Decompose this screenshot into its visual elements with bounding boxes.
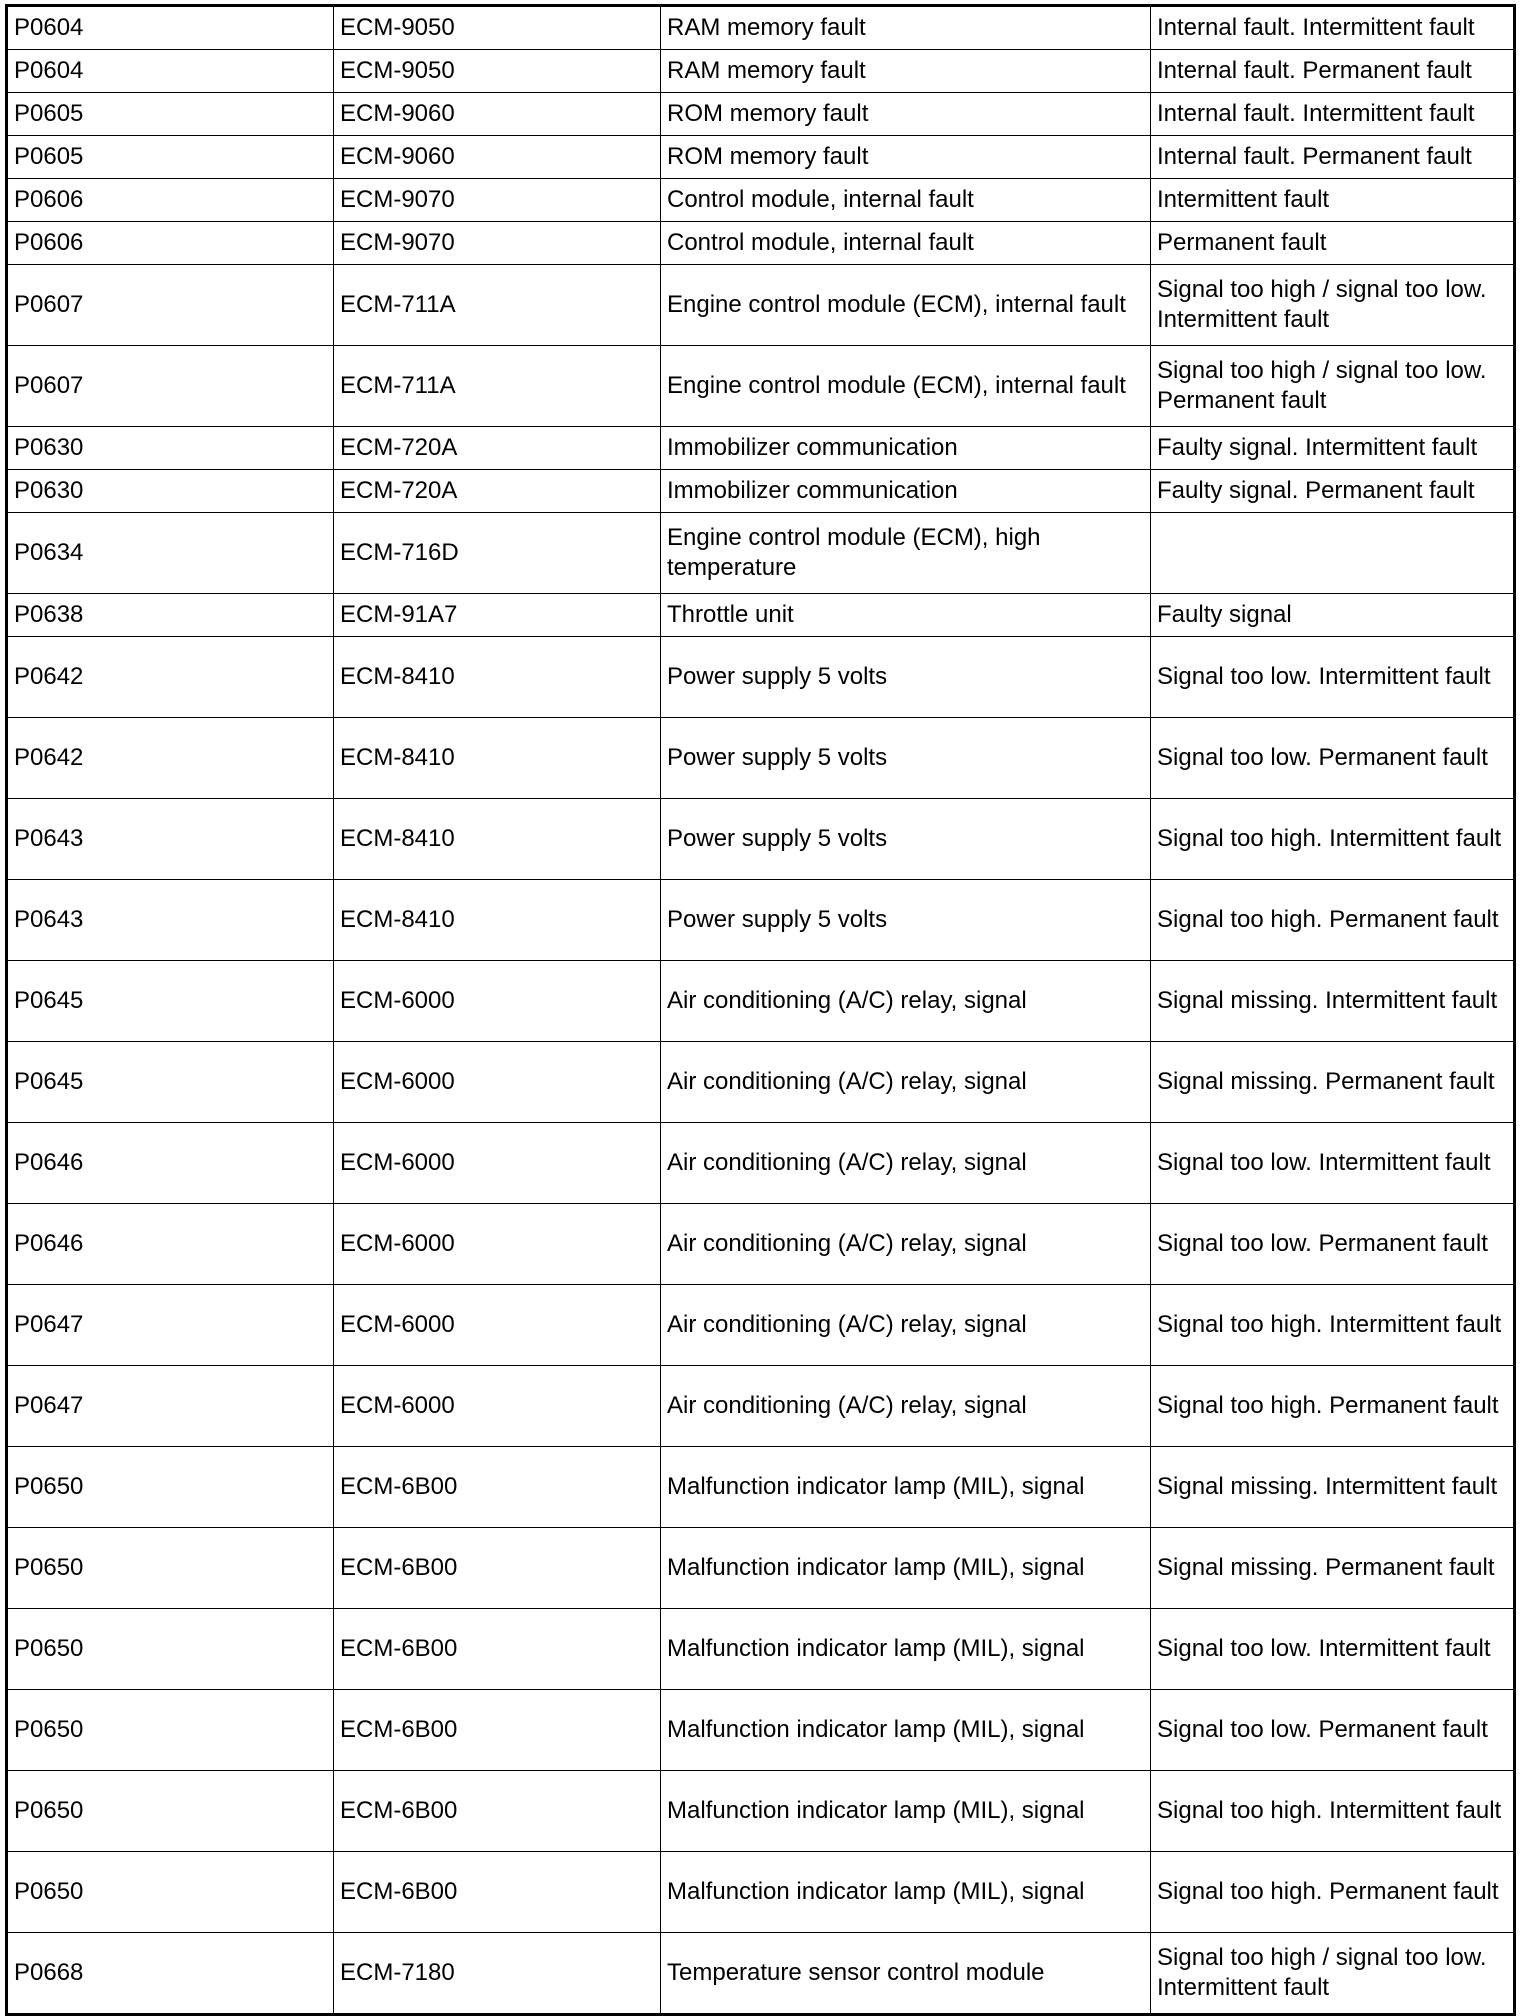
dtc-table (5, 4, 1516, 2016)
fault-condition-cell: Faulty signal. Intermittent fault (1151, 427, 1515, 470)
fault-condition-cell: Signal too high. Permanent fault (1151, 1852, 1515, 1933)
fault-condition-cell: Signal missing. Permanent fault (1151, 1042, 1515, 1123)
fault-condition-cell (1151, 513, 1515, 594)
component-cell: Throttle unit (661, 594, 1151, 637)
fault-condition-cell: Signal too low. Intermittent fault (1151, 637, 1515, 718)
table-row (7, 1852, 1515, 1933)
fault-condition-cell: Signal too high. Permanent fault (1151, 880, 1515, 961)
table-row (7, 50, 1515, 93)
component-cell: RAM memory fault (661, 50, 1151, 93)
component-cell: Malfunction indicator lamp (MIL), signal (661, 1852, 1151, 1933)
table-row (7, 594, 1515, 637)
dtc-code-cell: P0650 (7, 1771, 334, 1852)
table-row (7, 961, 1515, 1042)
ecm-code-cell: ECM-6B00 (334, 1447, 661, 1528)
table-row (7, 513, 1515, 594)
component-cell: Engine control module (ECM), internal fault (661, 346, 1151, 427)
dtc-code-cell: P0630 (7, 470, 334, 513)
ecm-code-cell: ECM-6000 (334, 1123, 661, 1204)
ecm-code-cell: ECM-8410 (334, 718, 661, 799)
dtc-code-cell: P0646 (7, 1123, 334, 1204)
table-row (7, 6, 1515, 50)
dtc-code-cell: P0607 (7, 265, 334, 346)
table-row (7, 1204, 1515, 1285)
component-cell: Control module, internal fault (661, 222, 1151, 265)
component-cell: Immobilizer communication (661, 427, 1151, 470)
component-cell: Air conditioning (A/C) relay, signal (661, 1123, 1151, 1204)
component-cell: Air conditioning (A/C) relay, signal (661, 1285, 1151, 1366)
table-row (7, 93, 1515, 136)
ecm-code-cell: ECM-7180 (334, 1933, 661, 2015)
fault-condition-cell: Internal fault. Permanent fault (1151, 136, 1515, 179)
dtc-code-cell: P0650 (7, 1528, 334, 1609)
component-cell: Malfunction indicator lamp (MIL), signal (661, 1447, 1151, 1528)
ecm-code-cell: ECM-6B00 (334, 1852, 661, 1933)
component-cell: Control module, internal fault (661, 179, 1151, 222)
component-cell: Air conditioning (A/C) relay, signal (661, 961, 1151, 1042)
component-cell: Malfunction indicator lamp (MIL), signal (661, 1690, 1151, 1771)
table-row (7, 1771, 1515, 1852)
component-cell: Power supply 5 volts (661, 718, 1151, 799)
component-cell: Power supply 5 volts (661, 799, 1151, 880)
table-row (7, 222, 1515, 265)
table-row (7, 346, 1515, 427)
table-row (7, 1366, 1515, 1447)
fault-condition-cell: Internal fault. Permanent fault (1151, 50, 1515, 93)
dtc-table-body (7, 6, 1515, 2015)
ecm-code-cell: ECM-6B00 (334, 1609, 661, 1690)
component-cell: Immobilizer communication (661, 470, 1151, 513)
ecm-code-cell: ECM-9060 (334, 93, 661, 136)
dtc-code-cell: P0668 (7, 1933, 334, 2015)
dtc-code-cell: P0645 (7, 1042, 334, 1123)
fault-condition-cell: Signal missing. Permanent fault (1151, 1528, 1515, 1609)
component-cell: Power supply 5 volts (661, 637, 1151, 718)
ecm-code-cell: ECM-6000 (334, 1366, 661, 1447)
dtc-code-cell: P0605 (7, 136, 334, 179)
ecm-code-cell: ECM-9070 (334, 179, 661, 222)
table-row (7, 637, 1515, 718)
table-row (7, 136, 1515, 179)
fault-condition-cell: Signal too high. Permanent fault (1151, 1366, 1515, 1447)
component-cell: Malfunction indicator lamp (MIL), signal (661, 1528, 1151, 1609)
table-row (7, 1447, 1515, 1528)
table-row (7, 1933, 1515, 2015)
ecm-code-cell: ECM-6000 (334, 1285, 661, 1366)
table-row (7, 718, 1515, 799)
fault-condition-cell: Signal too high / signal too low. Intermittent fault (1151, 1933, 1515, 2015)
table-row (7, 470, 1515, 513)
fault-condition-cell: Signal too high. Intermittent fault (1151, 1771, 1515, 1852)
ecm-code-cell: ECM-6B00 (334, 1771, 661, 1852)
ecm-code-cell: ECM-8410 (334, 880, 661, 961)
component-cell: Engine control module (ECM), internal fault (661, 265, 1151, 346)
fault-condition-cell: Signal too high. Intermittent fault (1151, 1285, 1515, 1366)
table-row (7, 1285, 1515, 1366)
ecm-code-cell: ECM-716D (334, 513, 661, 594)
table-row (7, 880, 1515, 961)
ecm-code-cell: ECM-8410 (334, 799, 661, 880)
ecm-code-cell: ECM-720A (334, 470, 661, 513)
fault-condition-cell: Signal too low. Permanent fault (1151, 1690, 1515, 1771)
component-cell: Temperature sensor control module (661, 1933, 1151, 2015)
component-cell: Air conditioning (A/C) relay, signal (661, 1204, 1151, 1285)
ecm-code-cell: ECM-711A (334, 346, 661, 427)
dtc-code-cell: P0606 (7, 222, 334, 265)
fault-condition-cell: Permanent fault (1151, 222, 1515, 265)
component-cell: RAM memory fault (661, 6, 1151, 50)
fault-condition-cell: Signal too low. Permanent fault (1151, 1204, 1515, 1285)
component-cell: Engine control module (ECM), high temperature (661, 513, 1151, 594)
ecm-code-cell: ECM-6000 (334, 1204, 661, 1285)
ecm-code-cell: ECM-6B00 (334, 1690, 661, 1771)
dtc-code-cell: P0646 (7, 1204, 334, 1285)
fault-condition-cell: Signal too low. Intermittent fault (1151, 1609, 1515, 1690)
component-cell: Air conditioning (A/C) relay, signal (661, 1366, 1151, 1447)
ecm-code-cell: ECM-9050 (334, 6, 661, 50)
fault-condition-cell: Faulty signal (1151, 594, 1515, 637)
dtc-code-cell: P0604 (7, 50, 334, 93)
table-row (7, 1042, 1515, 1123)
dtc-code-cell: P0643 (7, 880, 334, 961)
fault-condition-cell: Faulty signal. Permanent fault (1151, 470, 1515, 513)
dtc-code-cell: P0630 (7, 427, 334, 470)
ecm-code-cell: ECM-6B00 (334, 1528, 661, 1609)
dtc-code-cell: P0650 (7, 1447, 334, 1528)
dtc-code-cell: P0650 (7, 1690, 334, 1771)
component-cell: ROM memory fault (661, 93, 1151, 136)
dtc-code-cell: P0647 (7, 1285, 334, 1366)
fault-condition-cell: Internal fault. Intermittent fault (1151, 6, 1515, 50)
table-row (7, 1123, 1515, 1204)
dtc-code-cell: P0605 (7, 93, 334, 136)
ecm-code-cell: ECM-9070 (334, 222, 661, 265)
dtc-code-cell: P0642 (7, 637, 334, 718)
dtc-code-cell: P0606 (7, 179, 334, 222)
component-cell: Air conditioning (A/C) relay, signal (661, 1042, 1151, 1123)
ecm-code-cell: ECM-711A (334, 265, 661, 346)
component-cell: Power supply 5 volts (661, 880, 1151, 961)
table-row (7, 265, 1515, 346)
component-cell: Malfunction indicator lamp (MIL), signal (661, 1609, 1151, 1690)
dtc-code-cell: P0650 (7, 1852, 334, 1933)
dtc-code-cell: P0643 (7, 799, 334, 880)
dtc-code-cell: P0607 (7, 346, 334, 427)
component-cell: Malfunction indicator lamp (MIL), signal (661, 1771, 1151, 1852)
ecm-code-cell: ECM-6000 (334, 1042, 661, 1123)
table-row (7, 1528, 1515, 1609)
component-cell: ROM memory fault (661, 136, 1151, 179)
table-row (7, 1690, 1515, 1771)
dtc-code-cell: P0642 (7, 718, 334, 799)
dtc-code-cell: P0634 (7, 513, 334, 594)
dtc-code-cell: P0650 (7, 1609, 334, 1690)
table-row (7, 799, 1515, 880)
dtc-code-cell: P0604 (7, 6, 334, 50)
table-row (7, 179, 1515, 222)
fault-condition-cell: Intermittent fault (1151, 179, 1515, 222)
ecm-code-cell: ECM-9050 (334, 50, 661, 93)
fault-condition-cell: Signal too high / signal too low. Permanent fault (1151, 346, 1515, 427)
fault-condition-cell: Signal missing. Intermittent fault (1151, 961, 1515, 1042)
dtc-code-cell: P0638 (7, 594, 334, 637)
table-row (7, 427, 1515, 470)
fault-condition-cell: Internal fault. Intermittent fault (1151, 93, 1515, 136)
ecm-code-cell: ECM-720A (334, 427, 661, 470)
ecm-code-cell: ECM-91A7 (334, 594, 661, 637)
dtc-code-cell: P0647 (7, 1366, 334, 1447)
fault-condition-cell: Signal missing. Intermittent fault (1151, 1447, 1515, 1528)
fault-condition-cell: Signal too high / signal too low. Intermittent fault (1151, 265, 1515, 346)
fault-condition-cell: Signal too high. Intermittent fault (1151, 799, 1515, 880)
ecm-code-cell: ECM-6000 (334, 961, 661, 1042)
fault-condition-cell: Signal too low. Intermittent fault (1151, 1123, 1515, 1204)
ecm-code-cell: ECM-8410 (334, 637, 661, 718)
fault-condition-cell: Signal too low. Permanent fault (1151, 718, 1515, 799)
dtc-code-cell: P0645 (7, 961, 334, 1042)
table-row (7, 1609, 1515, 1690)
ecm-code-cell: ECM-9060 (334, 136, 661, 179)
